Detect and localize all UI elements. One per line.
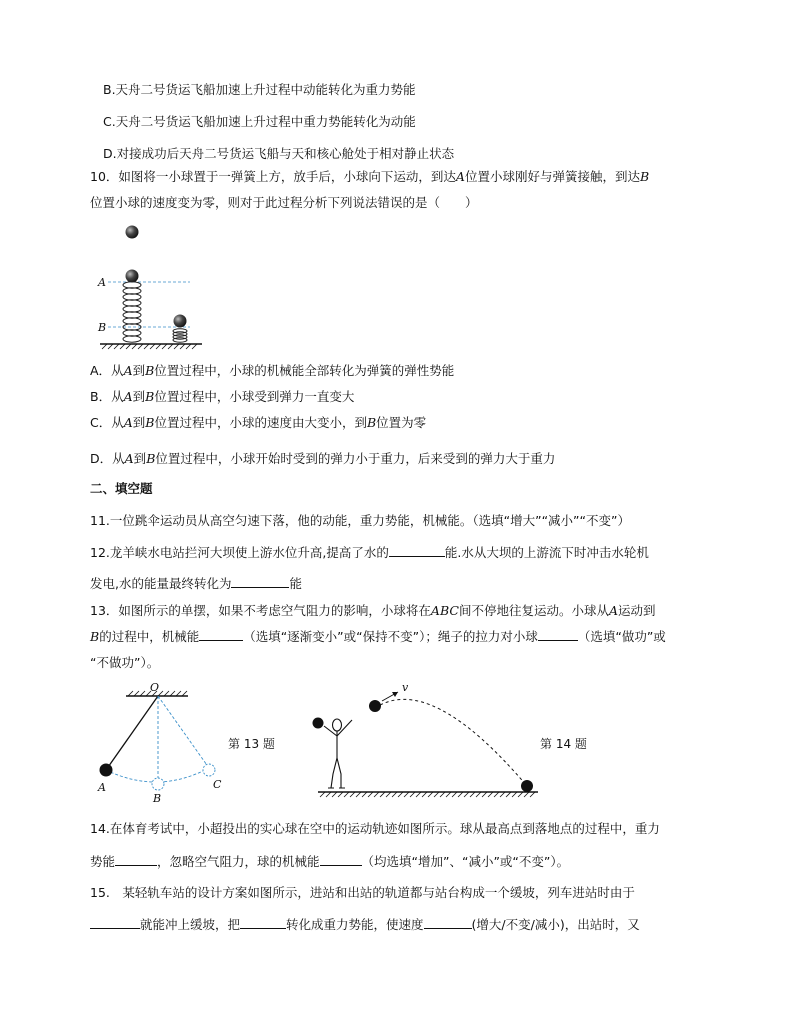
q15-line1: 15. 某轻轨车站的设计方案如图所示，进站和出站的轨道都与站台构成一个缓坡，列车进站时由于 xyxy=(90,885,635,900)
q9-option-c: C.天舟二号货运飞船加速上升过程中重力势能转化为动能 xyxy=(103,114,416,129)
q10-option-a: A．从A到B位置过程中，小球的机械能全部转化为弹簧的弹性势能 xyxy=(90,363,455,378)
q12-blank-1[interactable] xyxy=(389,544,445,557)
velocity-label-v: v xyxy=(402,681,409,694)
q9-option-b: B.天舟二号货运飞船加速上升过程中动能转化为重力势能 xyxy=(103,82,416,97)
tall-spring xyxy=(123,282,141,342)
q13-line1: 13．如图所示的单摆，如果不考虑空气阻力的影响，小球将在ABC间不停地往复运动。小球从A运动到 xyxy=(90,603,656,618)
q12-line1: 12.龙羊峡水电站拦河大坝使上游水位升高,提高了水的 能.水从大坝的上游流下时冲击水轮机 xyxy=(90,545,649,560)
ball-at-b xyxy=(174,315,187,328)
trajectory xyxy=(375,699,527,786)
q15-blank-1[interactable] xyxy=(90,916,140,929)
pendulum-label-o: O xyxy=(150,681,160,694)
pendulum-ghost-c xyxy=(203,764,215,776)
q13-line2: B的过程中，机械能 （选填“逐渐变小”或“保持不变”）；绳子的拉力对小球 （选填“做功”或 xyxy=(90,629,666,644)
q14-blank-1[interactable] xyxy=(115,853,157,866)
q14-blank-2[interactable] xyxy=(320,853,362,866)
q15-blank-3[interactable] xyxy=(424,916,472,929)
q15-line2: 就能冲上缓坡，把 转化成重力势能，使速度 (增大/不变/减小)，出站时，又 xyxy=(90,916,640,934)
pendulum-label-c: C xyxy=(213,778,222,791)
spring-figure xyxy=(90,220,210,355)
ball-release xyxy=(369,700,381,712)
compressed-spring xyxy=(173,329,187,342)
q12-line2: 发电,水的能量最终转化为 能 xyxy=(90,576,302,591)
q10-option-c: C．从A到B位置过程中，小球的速度由大变小，到B位置为零 xyxy=(90,415,427,430)
q13-line3: “不做功”）。 xyxy=(90,655,160,670)
string-to-a xyxy=(106,696,158,770)
q14-line2: 势能 ，忽略空气阻力，球的机械能 （均选填“增加”、“减小”或“不变”）。 xyxy=(90,854,570,869)
ball-top xyxy=(126,226,139,239)
fig-label-b: B xyxy=(98,321,107,334)
q12-blank-2[interactable] xyxy=(231,575,289,588)
q10-stem-line1: 10．如图将一小球置于一弹簧上方，放手后，小球向下运动，到达A位置小球刚好与弹簧接触，到达B xyxy=(90,169,650,184)
ball-at-a xyxy=(126,270,139,283)
q13-blank-1[interactable] xyxy=(199,628,243,641)
pendulum-ghost-b xyxy=(152,778,164,790)
shot-put-figure xyxy=(310,680,600,805)
ball-landing xyxy=(521,780,533,792)
fig-label-a: A xyxy=(98,276,106,289)
section-heading-fill-in: 二、填空题 xyxy=(90,481,153,496)
q14-line1: 14.在体育考试中，小超投出的实心球在空中的运动轨迹如图所示。球从最高点到落地点的过程中，重力 xyxy=(90,821,660,836)
q15-blank-2[interactable] xyxy=(240,916,286,929)
ground-hatch-q14 xyxy=(320,792,535,797)
q11: 11.一位跳伞运动员从高空匀速下落，他的动能，重力势能，机械能。（选填“增大”“减小”“不变”） xyxy=(90,513,630,528)
q13-blank-2[interactable] xyxy=(538,628,578,641)
q10-stem-line2: 位置小球的速度变为零，则对于此过程分析下列说法错误的是（ ） xyxy=(90,195,478,210)
ground-hatch xyxy=(102,344,197,349)
q9-option-d: D.对接成功后天舟二号货运飞船与天和核心舱处于相对静止状态 xyxy=(103,146,455,161)
caption-q14: 第 14 题 xyxy=(540,737,587,751)
thrower xyxy=(324,719,352,788)
ball-in-hand xyxy=(313,718,324,729)
pendulum-label-a: A xyxy=(98,781,106,794)
q10-option-b: B．从A到B位置过程中，小球受到弹力一直变大 xyxy=(90,389,355,404)
pendulum-label-b: B xyxy=(153,792,162,805)
q10-option-d: D．从A到B位置过程中，小球开始时受到的弹力小于重力，后来受到的弹力大于重力 xyxy=(90,451,556,466)
pendulum-ball-a xyxy=(100,764,113,777)
caption-q13: 第 13 题 xyxy=(228,737,275,751)
string-to-c xyxy=(158,696,209,768)
pendulum-figure xyxy=(88,680,288,805)
